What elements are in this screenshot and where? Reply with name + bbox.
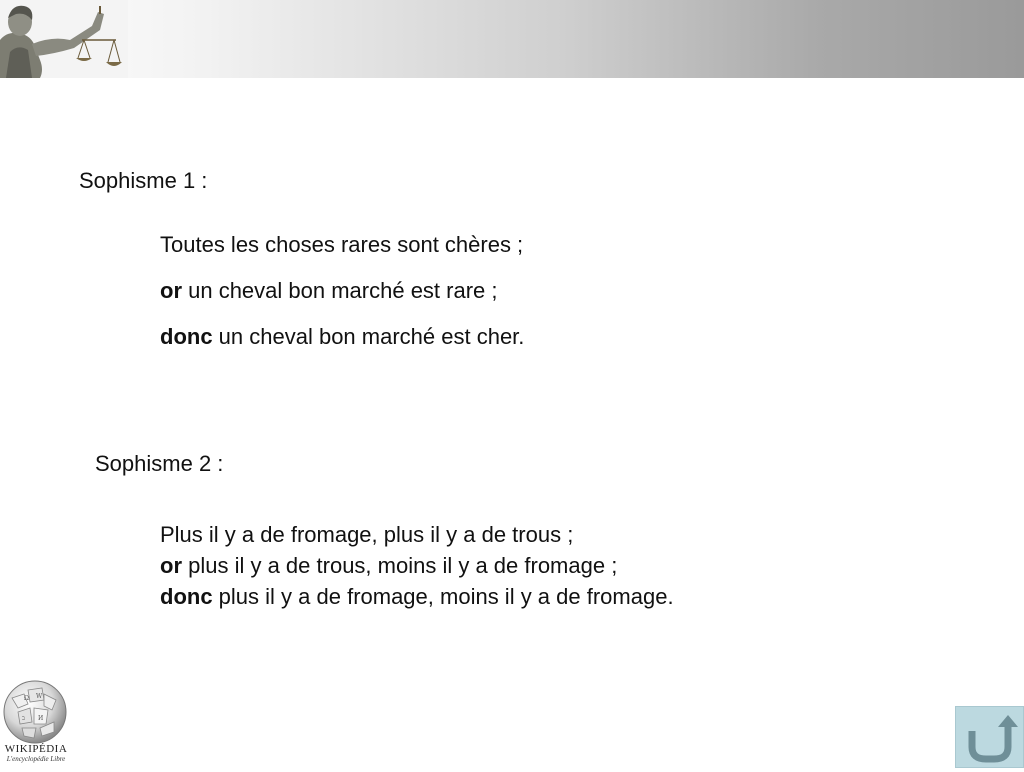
header-band: [0, 0, 1024, 78]
sophisme-2-line-2: [160, 553, 617, 579]
svg-text:W: W: [36, 693, 43, 700]
keyword: donc: [160, 584, 213, 609]
svg-text:ב: ב: [22, 715, 25, 722]
keyword: or: [160, 278, 182, 303]
statement: un cheval bon marché est rare ;: [182, 278, 498, 303]
sophisme-1-line-2: [160, 278, 498, 304]
u-turn-arrow-icon: [956, 707, 1023, 767]
statement: un cheval bon marché est cher.: [212, 324, 525, 349]
keyword: donc: [160, 324, 213, 349]
wikipedia-tagline: L'encyclopédie Libre: [6, 755, 66, 763]
wikipedia-wordmark: WIKIPÉDIA: [4, 743, 68, 755]
svg-text:Ω: Ω: [24, 695, 29, 702]
statement: plus il y a de trous, moins il y a de fromage ;: [182, 553, 618, 578]
sophisme-1-line-1: [160, 232, 523, 258]
statement: Toutes les choses rares sont chères ;: [160, 232, 524, 257]
sophisme-1-heading: Sophisme 1 :: [79, 168, 208, 193]
sophisme-2-line-3: [160, 584, 674, 610]
sophisme-2-heading: Sophisme 2 :: [95, 451, 224, 476]
sophisme-1-line-3: [160, 324, 524, 350]
statement: plus il y a de fromage, moins il y a de fromage.: [212, 584, 674, 609]
keyword: or: [160, 553, 182, 578]
statement: Plus il y a de fromage, plus il y a de trous ;: [160, 522, 574, 547]
return-button[interactable]: [955, 706, 1024, 768]
justice-statue-icon: [0, 0, 128, 78]
sophisme-2-line-1: [160, 522, 573, 548]
svg-text:И: И: [38, 715, 44, 722]
